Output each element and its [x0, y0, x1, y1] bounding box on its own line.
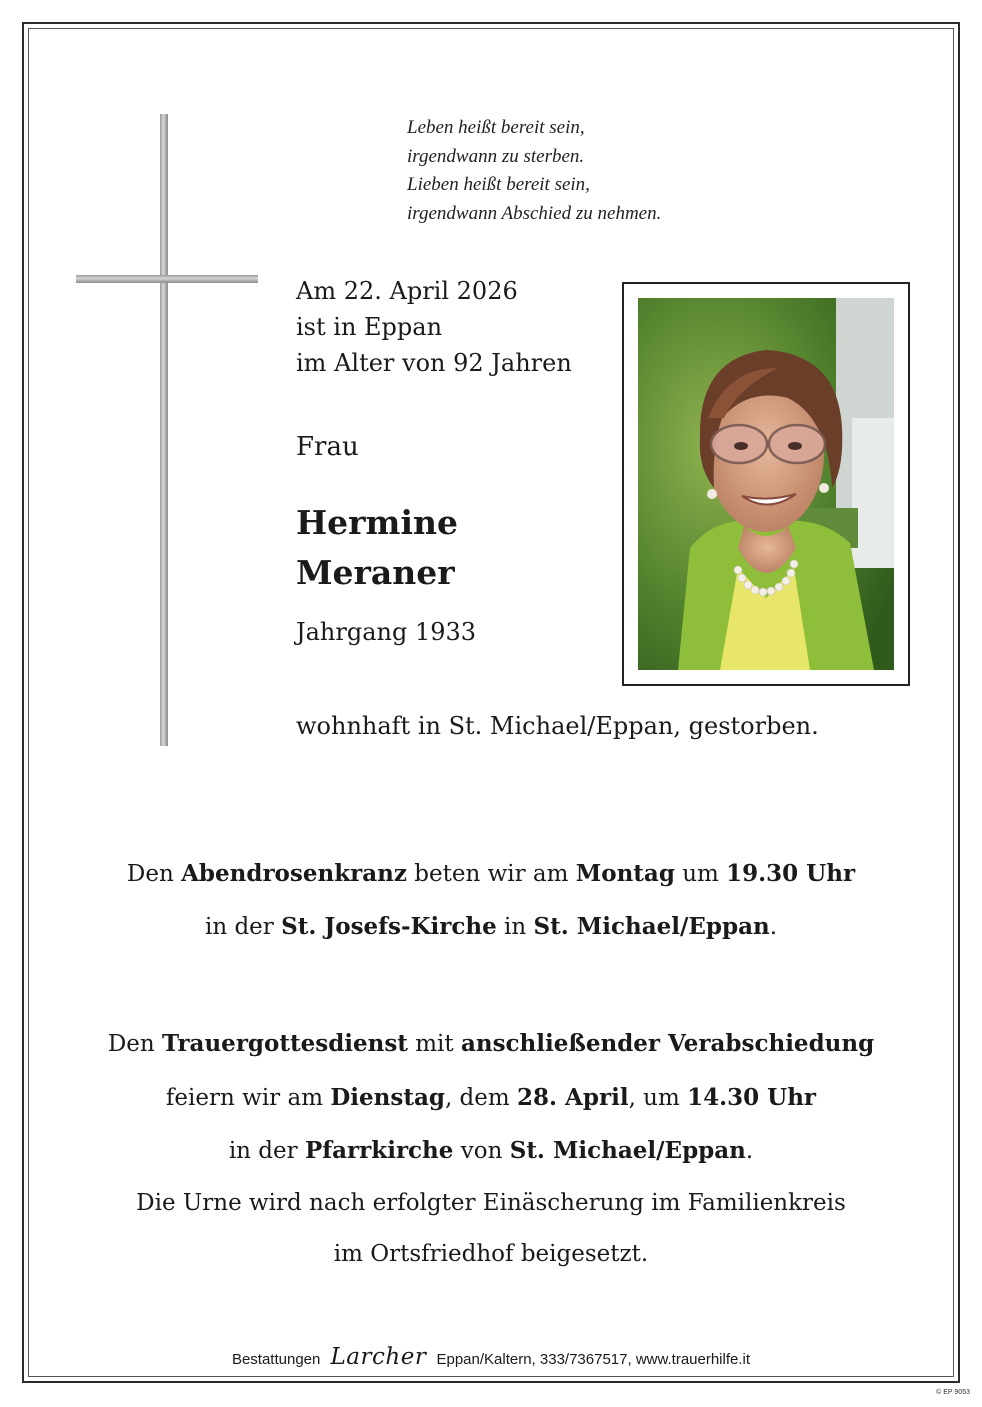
service-church: Pfarrkirche	[304, 1137, 454, 1164]
cross-horizontal-bar	[76, 275, 258, 283]
rosary-day: Montag	[575, 860, 675, 887]
portrait-frame	[622, 282, 910, 686]
death-age: im Alter von 92 Jahren	[296, 349, 572, 377]
text: Den	[107, 1031, 162, 1057]
service-line-2	[40, 1084, 942, 1111]
rosary-town: St. Michael/Eppan	[533, 913, 770, 940]
text: in der	[228, 1138, 305, 1164]
death-place: ist in Eppan	[296, 313, 443, 341]
footer	[40, 1344, 942, 1370]
poem-line: Leben heißt bereit sein,	[407, 117, 585, 138]
cemetery-line: im Ortsfriedhof beigesetzt.	[333, 1241, 649, 1267]
rosary-church: St. Josefs-Kirche	[281, 913, 497, 940]
text: in der	[204, 914, 282, 940]
text: von	[453, 1138, 510, 1164]
salutation: Frau	[296, 432, 359, 462]
text: .	[769, 914, 778, 940]
rosary-label: Abendrosenkranz	[181, 860, 407, 887]
service-time: 14.30 Uhr	[687, 1084, 817, 1111]
urn-line: Die Urne wird nach erfolgter Einäscherung im Familienkreis	[136, 1190, 846, 1216]
rosary-line-2	[40, 913, 942, 940]
rosary-time: 19.30 Uhr	[726, 860, 856, 887]
poem-line: irgendwann Abschied zu nehmen.	[407, 202, 662, 224]
service-line-3	[40, 1137, 942, 1164]
text: .	[745, 1138, 754, 1164]
death-date: Am 22. April 2026	[296, 277, 518, 305]
last-name: Meraner	[296, 553, 455, 592]
service-label: Trauergottesdienst	[162, 1030, 408, 1057]
service-farewell: anschließender Verabschiedung	[460, 1030, 875, 1057]
text: feiern wir am	[165, 1085, 331, 1111]
poem-line: Lieben heißt bereit sein,	[407, 174, 590, 195]
text: Den	[126, 861, 182, 887]
footer-prefix: Bestattungen	[231, 1351, 321, 1368]
service-line-1	[40, 1030, 942, 1057]
text: , dem	[444, 1085, 518, 1111]
portrait-image	[638, 298, 894, 670]
text: mit	[407, 1031, 461, 1057]
birth-year: Jahrgang 1933	[296, 618, 477, 646]
text: , um	[628, 1085, 688, 1111]
rosary-line-1	[40, 860, 942, 887]
funeral-home-logo: Larcher	[330, 1344, 427, 1370]
service-date: 28. April	[517, 1084, 629, 1111]
poem-line: irgendwann zu sterben.	[407, 145, 585, 167]
deceased-name	[296, 498, 458, 598]
corner-code: © EP 9053	[936, 1389, 970, 1396]
first-name: Hermine	[296, 503, 459, 542]
text: um	[674, 861, 727, 887]
residence-text: wohnhaft in St. Michael/Eppan, gestorben.	[296, 712, 819, 740]
text: in	[496, 914, 534, 940]
portrait-photo	[638, 298, 894, 670]
text: beten wir am	[406, 861, 576, 887]
death-announcement	[296, 273, 572, 381]
poem	[407, 114, 661, 228]
footer-contact: Eppan/Kaltern, 333/7367517, www.trauerhilfe.it	[436, 1351, 751, 1368]
service-town: St. Michael/Eppan	[509, 1137, 746, 1164]
service-day: Dienstag	[330, 1084, 445, 1111]
cross-vertical-bar	[160, 114, 168, 746]
